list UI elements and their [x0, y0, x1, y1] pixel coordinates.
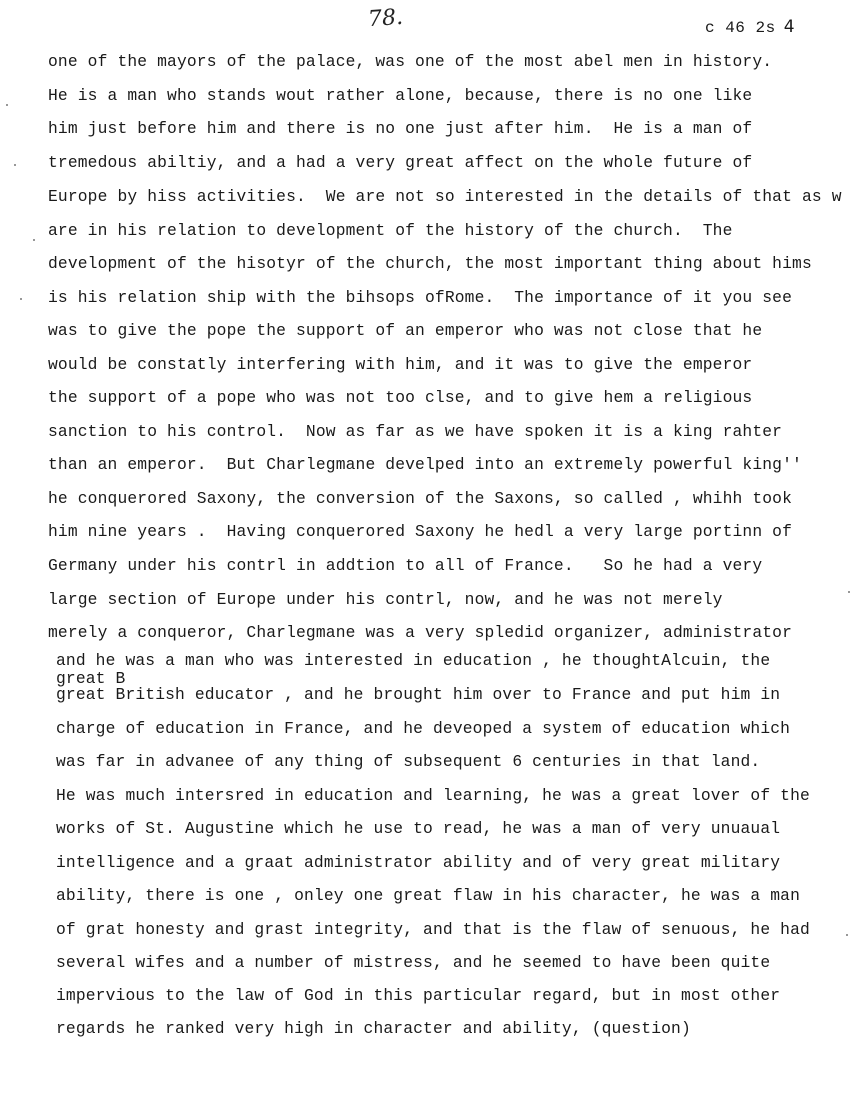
text-line-2: He is a man who stands wout rather alone, because, there is no one like [48, 86, 753, 105]
text-line-3: him just before him and there is no one just after him. He is a man of [48, 119, 753, 138]
text-line-12: sanction to his control. Now as far as we have spoken it is a king rahter [48, 422, 783, 441]
text-line-14: he conquerored Saxony, the conversion of the Saxons, so called , whihh took [48, 489, 793, 508]
text-line-28: of grat honesty and grast integrity, and that is the flaw of senuous, he had [56, 920, 810, 939]
margin-speck [848, 591, 850, 593]
text-line-9: was to give the pope the support of an emperor who was not close that he [48, 321, 763, 340]
document-code-handwritten: 4 [783, 17, 796, 37]
text-line-5: Europe by hiss activities. We are not so interested in the details of that as w [48, 187, 842, 206]
text-line-6: are in his relation to development of the history of the church. The [48, 221, 733, 240]
text-line-4: tremedous abiltiy, and a had a very great affect on the whole future of [48, 153, 753, 172]
text-line-23: was far in advanee of any thing of subsequent 6 centuries in that land. [56, 752, 761, 771]
text-line-8: is his relation ship with the bihsops ofRome. The importance of it you see [48, 288, 793, 307]
text-line-30: impervious to the law of God in this particular regard, but in most other [56, 986, 781, 1005]
text-line-20: great B [56, 669, 126, 688]
text-line-10: would be constatly interfering with him, and it was to give the emperor [48, 355, 753, 374]
text-line-22: charge of education in France, and he deveoped a system of education which [56, 719, 791, 738]
margin-speck [20, 298, 22, 300]
text-line-24: He was much intersred in education and learning, he was a great lover of the [56, 786, 810, 805]
text-line-27: ability, there is one , onley one great flaw in his character, he was a man [56, 886, 801, 905]
margin-speck [846, 934, 848, 936]
text-line-1: one of the mayors of the palace, was one of the most abel men in history. [48, 52, 773, 71]
text-line-13: than an emperor. But Charlegmane develped into an extremely powerful king'' [48, 455, 802, 474]
document-code [705, 17, 795, 37]
text-line-15: him nine years . Having conquerored Saxony he hedl a very large portinn of [48, 522, 793, 541]
text-line-16: Germany under his contrl in addtion to all of France. So he had a very [48, 556, 763, 575]
margin-speck [33, 239, 35, 241]
text-line-26: intelligence and a graat administrator ability and of very great military [56, 853, 781, 872]
text-line-11: the support of a pope who was not too clse, and to give hem a religious [48, 388, 753, 407]
text-line-19: and he was a man who was interested in education , he thoughtAlcuin, the [56, 651, 771, 670]
margin-speck [14, 164, 16, 166]
text-line-18: merely a conqueror, Charlegmane was a very spledid organizer, administrator [48, 623, 793, 642]
text-line-25: works of St. Augustine which he use to read, he was a man of very unuaual [56, 819, 781, 838]
text-line-17: large section of Europe under his contrl, now, and he was not merely [48, 590, 723, 609]
text-line-7: development of the hisotyr of the church, the most important thing about hims [48, 254, 812, 273]
margin-speck [6, 104, 8, 106]
handwritten-page-number: 78. [367, 4, 404, 33]
text-line-31: regards he ranked very high in character and ability, (question) [56, 1019, 691, 1038]
document-code-typed: c 46 2s [705, 19, 776, 37]
text-line-29: several wifes and a number of mistress, and he seemed to have been quite [56, 953, 771, 972]
text-line-21: great British educator , and he brought him over to France and put him in [56, 685, 781, 704]
